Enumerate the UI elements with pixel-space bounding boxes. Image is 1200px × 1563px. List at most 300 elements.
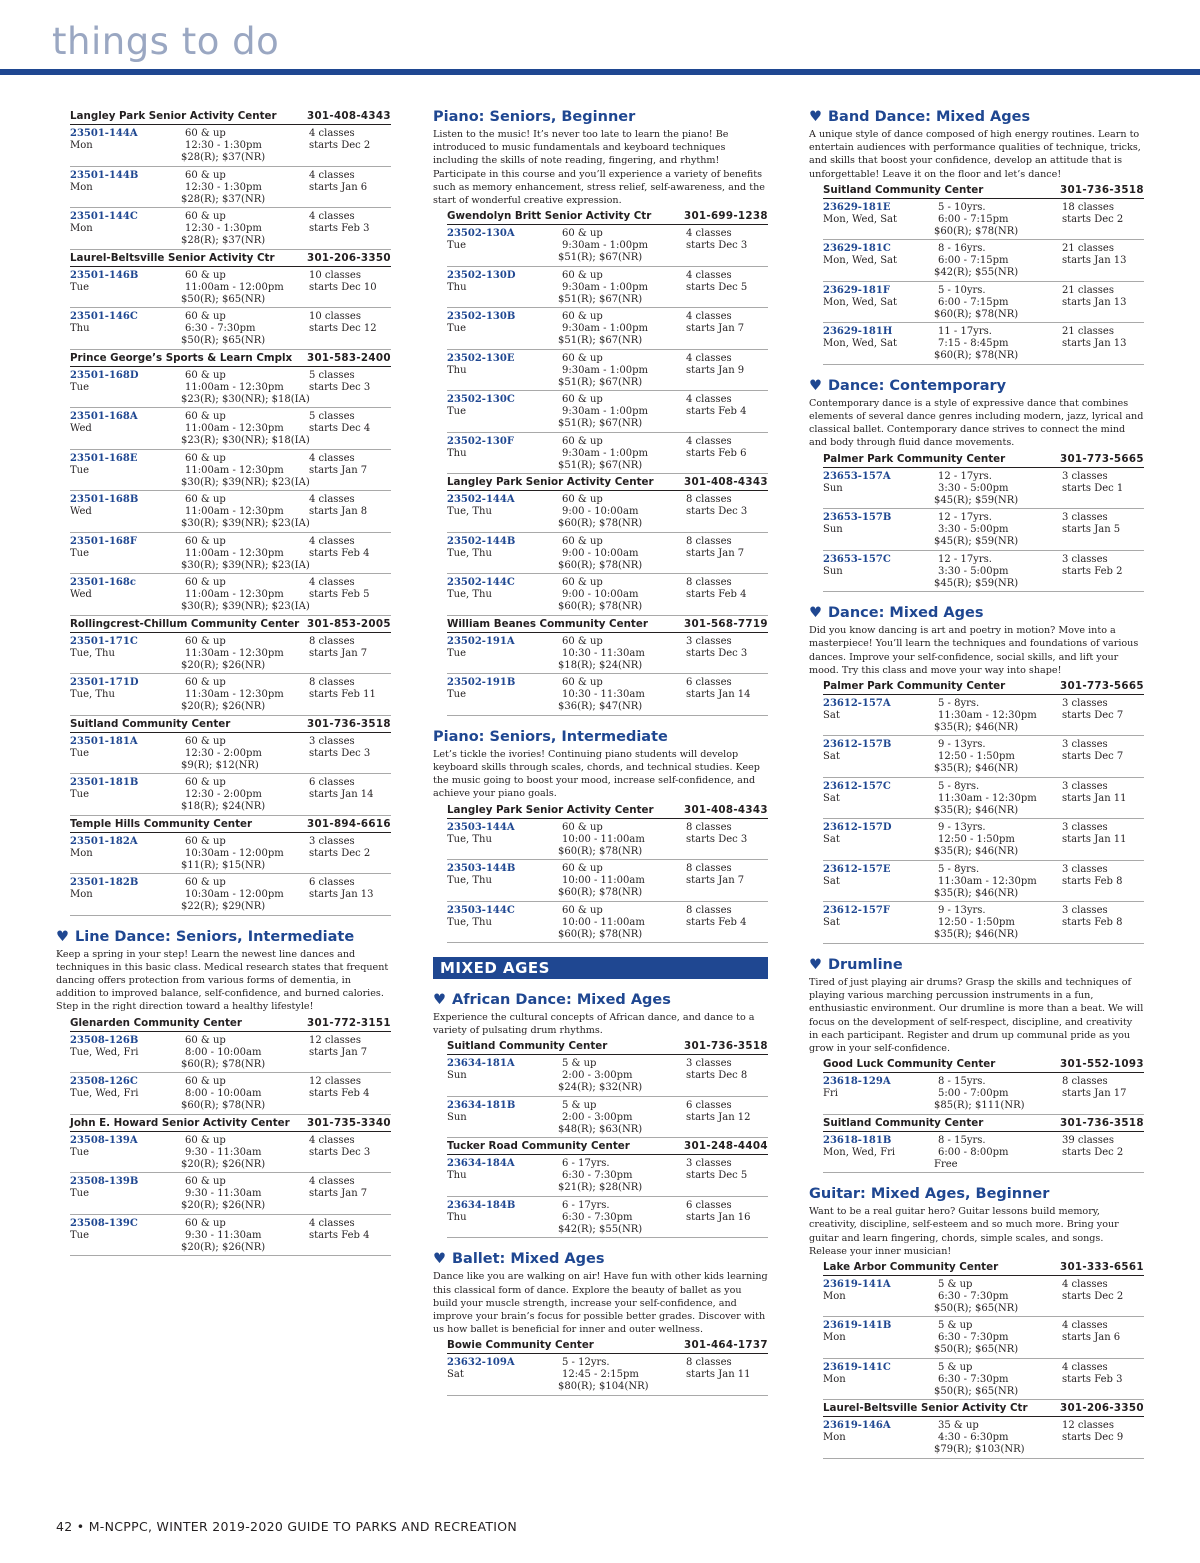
class-fee: $60(R); $78(NR) xyxy=(934,350,1019,362)
class-fee: $79(R); $103(NR) xyxy=(934,1444,1025,1456)
class-code[interactable]: 23501-168E xyxy=(70,452,138,464)
class-start: starts Feb 2 xyxy=(1062,565,1123,577)
location-header xyxy=(70,352,391,367)
class-days: Thu xyxy=(447,1211,467,1223)
class-count: 18 classes xyxy=(1062,201,1114,213)
class-code[interactable]: 23629-181H xyxy=(823,326,893,338)
location-header xyxy=(447,210,768,225)
location-name: Suitland Community Center xyxy=(447,1040,608,1053)
course-title-text: Dance: Mixed Ages xyxy=(828,605,984,622)
class-fee: $36(R); $47(NR) xyxy=(558,701,643,713)
class-start: starts Jan 17 xyxy=(1062,1088,1127,1100)
class-code[interactable]: 23501-181A xyxy=(70,735,138,747)
class-code[interactable]: 23653-157C xyxy=(823,553,891,565)
class-code[interactable]: 23508-139C xyxy=(70,1217,138,1229)
header-rule xyxy=(0,69,1200,75)
class-code[interactable]: 23503-144C xyxy=(447,904,515,916)
class-count: 12 classes xyxy=(309,1076,361,1088)
class-count: 3 classes xyxy=(686,1158,732,1170)
class-start: starts Jan 11 xyxy=(686,1369,751,1381)
class-row xyxy=(823,551,1144,593)
class-time: 9:00 - 10:00am xyxy=(562,589,639,601)
class-row xyxy=(70,1032,391,1074)
class-count: 4 classes xyxy=(1062,1320,1108,1332)
class-code[interactable]: 23502-130A xyxy=(447,228,515,240)
course-title-text: African Dance: Mixed Ages xyxy=(452,992,671,1009)
class-time: 11:00am - 12:00pm xyxy=(185,281,284,293)
location-name: Good Luck Community Center xyxy=(823,1058,996,1071)
location-header xyxy=(823,184,1144,199)
location-phone: 301-773-5665 xyxy=(1060,679,1144,692)
location-header xyxy=(823,1402,1144,1417)
class-code[interactable]: 23653-157A xyxy=(823,470,891,482)
course-title xyxy=(809,108,1144,126)
class-age: 60 & up xyxy=(185,1217,226,1229)
class-count: 6 classes xyxy=(686,1099,732,1111)
class-start: starts Feb 5 xyxy=(309,589,370,600)
location-phone: 301-464-1737 xyxy=(684,1339,768,1352)
class-code[interactable]: 23501-181B xyxy=(70,777,139,788)
class-time: 9:30am - 1:00pm xyxy=(562,240,648,252)
class-days: Mon, Wed, Sat xyxy=(823,213,898,225)
class-code[interactable]: 23501-144B xyxy=(70,169,139,181)
location-phone: 301-772-3151 xyxy=(307,1016,391,1029)
course-description: Contemporary dance is a style of expressive dance that combines elements of several dance genres including modern, jazz, lyrical and classical ballet. Contemporary dance strives to connect the mind and body through fluid dance movements. xyxy=(809,397,1144,449)
class-count: 4 classes xyxy=(686,352,732,364)
location-header xyxy=(70,718,391,733)
class-code[interactable]: 23503-144A xyxy=(447,821,515,833)
class-fee: $22(R); $29(NR) xyxy=(181,901,266,912)
class-age: 60 & up xyxy=(185,1034,226,1046)
class-age: 12 - 17yrs. xyxy=(938,512,992,524)
class-fee: $80(R); $104(NR) xyxy=(558,1381,649,1393)
class-count: 8 classes xyxy=(686,577,732,589)
class-code[interactable]: 23502-130E xyxy=(447,352,515,364)
class-code[interactable]: 23653-157B xyxy=(823,512,892,524)
class-days: Tue, Thu xyxy=(447,506,492,518)
class-fee: $60(R); $78(NR) xyxy=(181,1058,266,1070)
class-fee: $24(R); $32(NR) xyxy=(558,1082,643,1094)
location-block xyxy=(70,818,391,916)
class-fee: $35(R); $46(NR) xyxy=(934,929,1019,941)
class-age: 60 & up xyxy=(185,452,226,464)
class-fee: $30(R); $39(NR); $23(IA) xyxy=(181,518,310,529)
class-fee: $18(R); $24(NR) xyxy=(181,801,266,812)
class-row xyxy=(70,1073,391,1115)
class-fee: $51(R); $67(NR) xyxy=(558,252,643,264)
class-fee: $45(R); $59(NR) xyxy=(934,536,1019,548)
class-code[interactable]: 23508-126B xyxy=(70,1034,139,1046)
class-count: 6 classes xyxy=(686,1199,732,1211)
page-header xyxy=(0,0,1200,76)
class-age: 60 & up xyxy=(562,494,603,506)
class-days: Tue xyxy=(447,240,467,252)
class-age: 60 & up xyxy=(185,1134,226,1146)
location-name: Langley Park Senior Activity Center xyxy=(447,803,654,816)
class-row xyxy=(823,282,1144,324)
class-code[interactable]: 23612-157B xyxy=(823,739,892,751)
class-count: 4 classes xyxy=(309,1134,355,1146)
class-start: starts Dec 3 xyxy=(686,833,748,845)
class-days: Mon xyxy=(70,140,93,151)
class-days: Sat xyxy=(823,709,840,721)
class-count: 3 classes xyxy=(1062,553,1108,565)
class-time: 11:30am - 12:30pm xyxy=(185,647,284,659)
class-days: Sun xyxy=(823,524,843,536)
class-days: Tue, Thu xyxy=(447,589,492,601)
course-title xyxy=(809,377,1144,395)
class-row xyxy=(70,208,391,250)
class-age: 9 - 13yrs. xyxy=(938,739,986,751)
class-start: starts Jan 14 xyxy=(686,689,751,701)
class-fee: $35(R); $46(NR) xyxy=(934,763,1019,775)
class-time: 12:30 - 2:00pm xyxy=(185,789,262,800)
class-code[interactable]: 23503-144B xyxy=(447,863,516,875)
class-count: 4 classes xyxy=(309,169,355,181)
class-row xyxy=(823,778,1144,820)
course-description: A unique style of dance composed of high energy routines. Learn to entertain audiences with performance qualities of technique, tricks, and skills that boost your confidence, develop an attitude that is unforgettable! Leave it on the floor and let’s dance! xyxy=(809,129,1141,180)
location-header xyxy=(823,1261,1144,1276)
course-description: Tired of just playing air drums? Grasp the skills and techniques of playing various marching percussion instruments in a fun, enthusiastic environment. Our drumline is more than a beat. We will focus on the development of self-respect, discipline, and creativity in each participant. Register and drum up communal pride as you grow in your self-confidence. xyxy=(809,976,1144,1054)
class-code[interactable]: 23612-157A xyxy=(823,697,891,709)
location-header xyxy=(447,1040,768,1055)
class-age: 60 & up xyxy=(185,635,226,647)
location-name: Laurel-Beltsville Senior Activity Ctr xyxy=(70,251,275,264)
class-code[interactable]: 23501-146B xyxy=(70,269,139,281)
course-description: Did you know dancing is art and poetry in motion? Move into a masterpiece! You’ll learn the techniques and foundations of various dances. Improve your self-confidence, social skills, and lift your mood. Try this class and move your way into shape! xyxy=(809,625,1139,676)
class-code[interactable]: 23619-141C xyxy=(823,1361,891,1373)
class-days: Mon xyxy=(70,181,93,193)
location-name: Langley Park Senior Activity Center xyxy=(447,476,654,489)
class-time: 11:00am - 12:30pm xyxy=(185,589,284,600)
class-count: 4 classes xyxy=(686,311,732,323)
location-block xyxy=(447,1040,768,1138)
class-days: Tue xyxy=(70,1229,90,1241)
class-row xyxy=(447,819,768,861)
class-days: Tue, Thu xyxy=(70,689,115,700)
location-phone: 301-853-2005 xyxy=(307,617,391,630)
class-start: starts Jan 6 xyxy=(309,181,368,193)
class-fee: $9(R); $12(NR) xyxy=(181,759,259,771)
class-time: 11:00am - 12:30pm xyxy=(185,464,284,476)
class-fee: $42(R); $55(NR) xyxy=(934,267,1019,279)
class-fee: $60(R); $78(NR) xyxy=(558,518,643,530)
class-code[interactable]: 23502-144A xyxy=(447,494,515,506)
class-count: 21 classes xyxy=(1062,326,1114,338)
heart-icon: ♥ xyxy=(809,605,822,622)
class-code[interactable]: 23632-109A xyxy=(447,1357,515,1369)
section-band: MIXED AGES xyxy=(433,957,768,979)
class-code[interactable]: 23634-181A xyxy=(447,1058,515,1070)
course-section xyxy=(433,728,768,943)
class-days: Mon xyxy=(70,889,93,900)
class-count: 4 classes xyxy=(309,577,355,588)
class-count: 3 classes xyxy=(1062,512,1108,524)
class-start: starts Jan 7 xyxy=(309,1046,368,1058)
location-name: William Beanes Community Center xyxy=(447,617,648,630)
location-header xyxy=(447,804,768,819)
class-code[interactable]: 23502-130F xyxy=(447,435,514,447)
course-description: Experience the cultural concepts of African dance, and dance to a variety of pulsating drum rhythms. xyxy=(433,1012,755,1037)
location-header xyxy=(447,618,768,633)
class-start: starts Feb 3 xyxy=(309,223,370,234)
class-code[interactable]: 23508-126C xyxy=(70,1076,138,1088)
class-count: 4 classes xyxy=(686,269,732,281)
class-row xyxy=(70,167,391,209)
class-age: 60 & up xyxy=(185,494,226,505)
location-header xyxy=(447,476,768,491)
location-block xyxy=(70,110,391,250)
class-row xyxy=(70,1215,391,1257)
class-fee: $60(R); $78(NR) xyxy=(181,1100,266,1112)
class-row xyxy=(823,323,1144,365)
class-count: 10 classes xyxy=(309,311,361,322)
class-age: 60 & up xyxy=(185,1076,226,1088)
class-days: Mon xyxy=(823,1432,846,1444)
class-age: 9 - 13yrs. xyxy=(938,822,986,834)
class-start: starts Feb 11 xyxy=(309,689,376,700)
location-name: Lake Arbor Community Center xyxy=(823,1260,999,1273)
class-start: starts Jan 14 xyxy=(309,789,374,800)
class-time: 12:50 - 1:50pm xyxy=(938,751,1015,763)
location-phone: 301-583-2400 xyxy=(307,351,391,364)
class-fee: $50(R); $65(NR) xyxy=(934,1302,1019,1314)
class-start: starts Jan 8 xyxy=(309,506,368,517)
class-time: 11:30am - 12:30pm xyxy=(938,709,1037,721)
class-age: 60 & up xyxy=(185,369,226,381)
class-code[interactable]: 23502-144B xyxy=(447,535,516,547)
class-row xyxy=(447,491,768,533)
class-fee: $35(R); $46(NR) xyxy=(934,804,1019,816)
class-code[interactable]: 23619-146A xyxy=(823,1420,891,1432)
location-name: Suitland Community Center xyxy=(823,183,984,196)
class-age: 5 - 8yrs. xyxy=(938,780,980,792)
class-age: 35 & up xyxy=(938,1420,979,1432)
class-start: starts Jan 12 xyxy=(686,1111,751,1123)
location-name: Palmer Park Community Center xyxy=(823,679,1006,692)
class-age: 5 - 10yrs. xyxy=(938,284,986,296)
course-title-text: Piano: Seniors, Intermediate xyxy=(433,728,668,745)
class-time: 9:00 - 10:00am xyxy=(562,547,639,559)
class-count: 8 classes xyxy=(686,1357,732,1369)
course-title xyxy=(433,728,768,746)
class-count: 3 classes xyxy=(1062,780,1108,792)
class-days: Tue xyxy=(70,1188,90,1200)
class-row xyxy=(823,1417,1144,1459)
course-title xyxy=(433,991,768,1009)
location-name: Rollingcrest-Chillum Community Center xyxy=(70,617,300,630)
class-days: Mon, Wed, Sat xyxy=(823,338,898,350)
class-code[interactable]: 23612-157F xyxy=(823,905,890,917)
class-days: Mon xyxy=(823,1332,846,1344)
class-code[interactable]: 23501-168D xyxy=(70,369,139,381)
class-age: 60 & up xyxy=(185,835,226,847)
location-phone: 301-408-4343 xyxy=(307,110,391,122)
course-title xyxy=(809,1185,1144,1203)
class-fee: $50(R); $65(NR) xyxy=(934,1385,1019,1397)
class-row xyxy=(823,861,1144,903)
class-row xyxy=(823,509,1144,551)
course-title-text: Ballet: Mixed Ages xyxy=(452,1251,605,1268)
class-start: starts Dec 1 xyxy=(1062,482,1124,494)
class-code[interactable]: 23619-141A xyxy=(823,1278,891,1290)
class-code[interactable]: 23508-139B xyxy=(70,1176,139,1188)
class-time: 9:30am - 1:00pm xyxy=(562,281,648,293)
class-start: starts Feb 4 xyxy=(309,547,370,559)
class-code[interactable]: 23618-181B xyxy=(823,1134,892,1146)
class-days: Tue, Thu xyxy=(447,833,492,845)
class-age: 60 & up xyxy=(185,169,226,181)
class-code[interactable]: 23508-139A xyxy=(70,1134,138,1146)
class-code[interactable]: 23612-157D xyxy=(823,822,892,834)
class-age: 60 & up xyxy=(185,211,226,222)
class-days: Mon xyxy=(823,1290,846,1302)
class-time: 6:00 - 7:15pm xyxy=(938,255,1009,267)
class-count: 8 classes xyxy=(686,821,732,833)
class-row xyxy=(447,902,768,944)
class-count: 6 classes xyxy=(309,877,355,888)
class-code[interactable]: 23502-130B xyxy=(447,311,516,323)
class-time: 9:30 - 11:30am xyxy=(185,1229,262,1241)
class-code[interactable]: 23612-157C xyxy=(823,780,891,792)
class-fee: $30(R); $39(NR); $23(IA) xyxy=(181,559,310,571)
class-code[interactable]: 23629-181E xyxy=(823,201,891,213)
class-code[interactable]: 23501-144A xyxy=(70,128,138,139)
class-code[interactable]: 23629-181C xyxy=(823,243,891,255)
class-fee: $23(R); $30(NR); $18(IA) xyxy=(181,393,310,405)
location-block xyxy=(823,1058,1144,1115)
class-code[interactable]: 23501-168A xyxy=(70,411,138,422)
location-header xyxy=(447,1339,768,1354)
class-code[interactable]: 23501-146C xyxy=(70,311,138,322)
class-code[interactable]: 23634-184A xyxy=(447,1158,515,1170)
class-days: Wed xyxy=(70,423,92,434)
class-code[interactable]: 23501-168B xyxy=(70,494,139,505)
class-start: starts Feb 3 xyxy=(1062,1373,1123,1385)
course-title xyxy=(809,604,1144,622)
class-start: starts Dec 4 xyxy=(309,423,371,434)
class-days: Mon xyxy=(70,847,93,859)
class-fee: $51(R); $67(NR) xyxy=(558,376,643,388)
heart-icon: ♥ xyxy=(809,956,822,973)
class-days: Mon, Wed, Sat xyxy=(823,296,898,308)
class-count: 5 classes xyxy=(309,411,355,422)
location-name: Temple Hills Community Center xyxy=(70,817,253,830)
class-code[interactable]: 23502-144C xyxy=(447,577,515,589)
location-phone: 301-206-3350 xyxy=(1060,1402,1144,1415)
class-count: 8 classes xyxy=(1062,1076,1108,1088)
class-days: Wed xyxy=(70,506,92,517)
class-code[interactable]: 23501-168c xyxy=(70,577,136,588)
class-code[interactable]: 23502-130C xyxy=(447,394,515,406)
course-title xyxy=(809,956,1144,974)
class-days: Tue, Thu xyxy=(447,916,492,928)
class-code[interactable]: 23618-129A xyxy=(823,1076,891,1088)
class-row xyxy=(70,674,391,716)
class-fee: $60(R); $78(NR) xyxy=(934,225,1019,237)
class-code[interactable]: 23502-191B xyxy=(447,677,516,689)
class-row xyxy=(447,225,768,267)
class-fee: $50(R); $65(NR) xyxy=(181,335,266,346)
class-days: Thu xyxy=(70,323,90,334)
class-count: 4 classes xyxy=(686,394,732,406)
class-days: Tue xyxy=(70,547,90,559)
class-code[interactable]: 23501-182A xyxy=(70,835,138,847)
class-code[interactable]: 23501-182B xyxy=(70,877,139,888)
class-fee: $20(R); $26(NR) xyxy=(181,1200,266,1212)
class-code[interactable]: 23501-171D xyxy=(70,677,139,688)
class-count: 6 classes xyxy=(309,777,355,788)
class-count: 3 classes xyxy=(1062,822,1108,834)
class-code[interactable]: 23501-168F xyxy=(70,535,137,547)
class-code[interactable]: 23501-171C xyxy=(70,635,138,647)
class-code[interactable]: 23619-141B xyxy=(823,1320,892,1332)
class-row xyxy=(447,574,768,616)
class-code[interactable]: 23502-130D xyxy=(447,269,516,281)
class-start: starts Jan 11 xyxy=(1062,834,1127,846)
class-days: Thu xyxy=(447,364,467,376)
class-count: 3 classes xyxy=(686,1058,732,1070)
class-code[interactable]: 23612-157E xyxy=(823,863,891,875)
class-start: starts Dec 7 xyxy=(1062,709,1124,721)
course-title-text: Band Dance: Mixed Ages xyxy=(828,109,1031,125)
class-count: 3 classes xyxy=(1062,470,1108,482)
class-count: 8 classes xyxy=(309,677,355,688)
class-fee: $51(R); $67(NR) xyxy=(558,459,643,471)
class-fee: $48(R); $63(NR) xyxy=(558,1123,643,1135)
class-fee: $23(R); $30(NR); $18(IA) xyxy=(181,435,310,446)
class-code[interactable]: 23629-181F xyxy=(823,284,890,296)
class-age: 60 & up xyxy=(562,635,603,647)
class-start: starts Jan 7 xyxy=(686,547,745,559)
class-start: starts Dec 2 xyxy=(1062,1146,1124,1158)
class-age: 60 & up xyxy=(562,904,603,916)
class-code[interactable]: 23634-184B xyxy=(447,1199,516,1211)
class-start: starts Dec 12 xyxy=(309,323,377,334)
class-start: starts Feb 4 xyxy=(309,1229,370,1241)
class-days: Sat xyxy=(823,751,840,763)
class-code[interactable]: 23634-181B xyxy=(447,1099,516,1111)
class-age: 60 & up xyxy=(562,269,603,281)
class-start: starts Feb 4 xyxy=(686,406,747,418)
class-days: Wed xyxy=(70,589,92,600)
course-section xyxy=(809,108,1144,365)
class-count: 4 classes xyxy=(309,211,355,222)
class-time: 12:30 - 2:00pm xyxy=(185,747,262,759)
class-row xyxy=(823,199,1144,241)
class-code[interactable]: 23502-191A xyxy=(447,635,515,647)
class-days: Thu xyxy=(447,281,467,293)
heart-icon: ♥ xyxy=(809,109,822,125)
class-fee: $35(R); $46(NR) xyxy=(934,887,1019,899)
class-age: 8 - 16yrs. xyxy=(938,243,986,255)
class-start: starts Jan 13 xyxy=(1062,296,1127,308)
location-block xyxy=(70,1117,391,1257)
class-start: starts Dec 3 xyxy=(309,747,371,759)
class-age: 60 & up xyxy=(562,863,603,875)
class-days: Tue, Wed, Fri xyxy=(70,1046,139,1058)
location-phone: 301-736-3518 xyxy=(1060,1116,1144,1129)
class-start: starts Jan 13 xyxy=(1062,338,1127,350)
class-fee: $85(R); $111(NR) xyxy=(934,1100,1025,1112)
class-row xyxy=(70,633,391,675)
class-age: 60 & up xyxy=(562,535,603,547)
class-days: Tue, Thu xyxy=(70,647,115,659)
class-code[interactable]: 23501-144C xyxy=(70,211,138,222)
class-count: 8 classes xyxy=(686,863,732,875)
class-age: 60 & up xyxy=(185,128,226,139)
class-fee: $60(R); $78(NR) xyxy=(558,887,643,899)
